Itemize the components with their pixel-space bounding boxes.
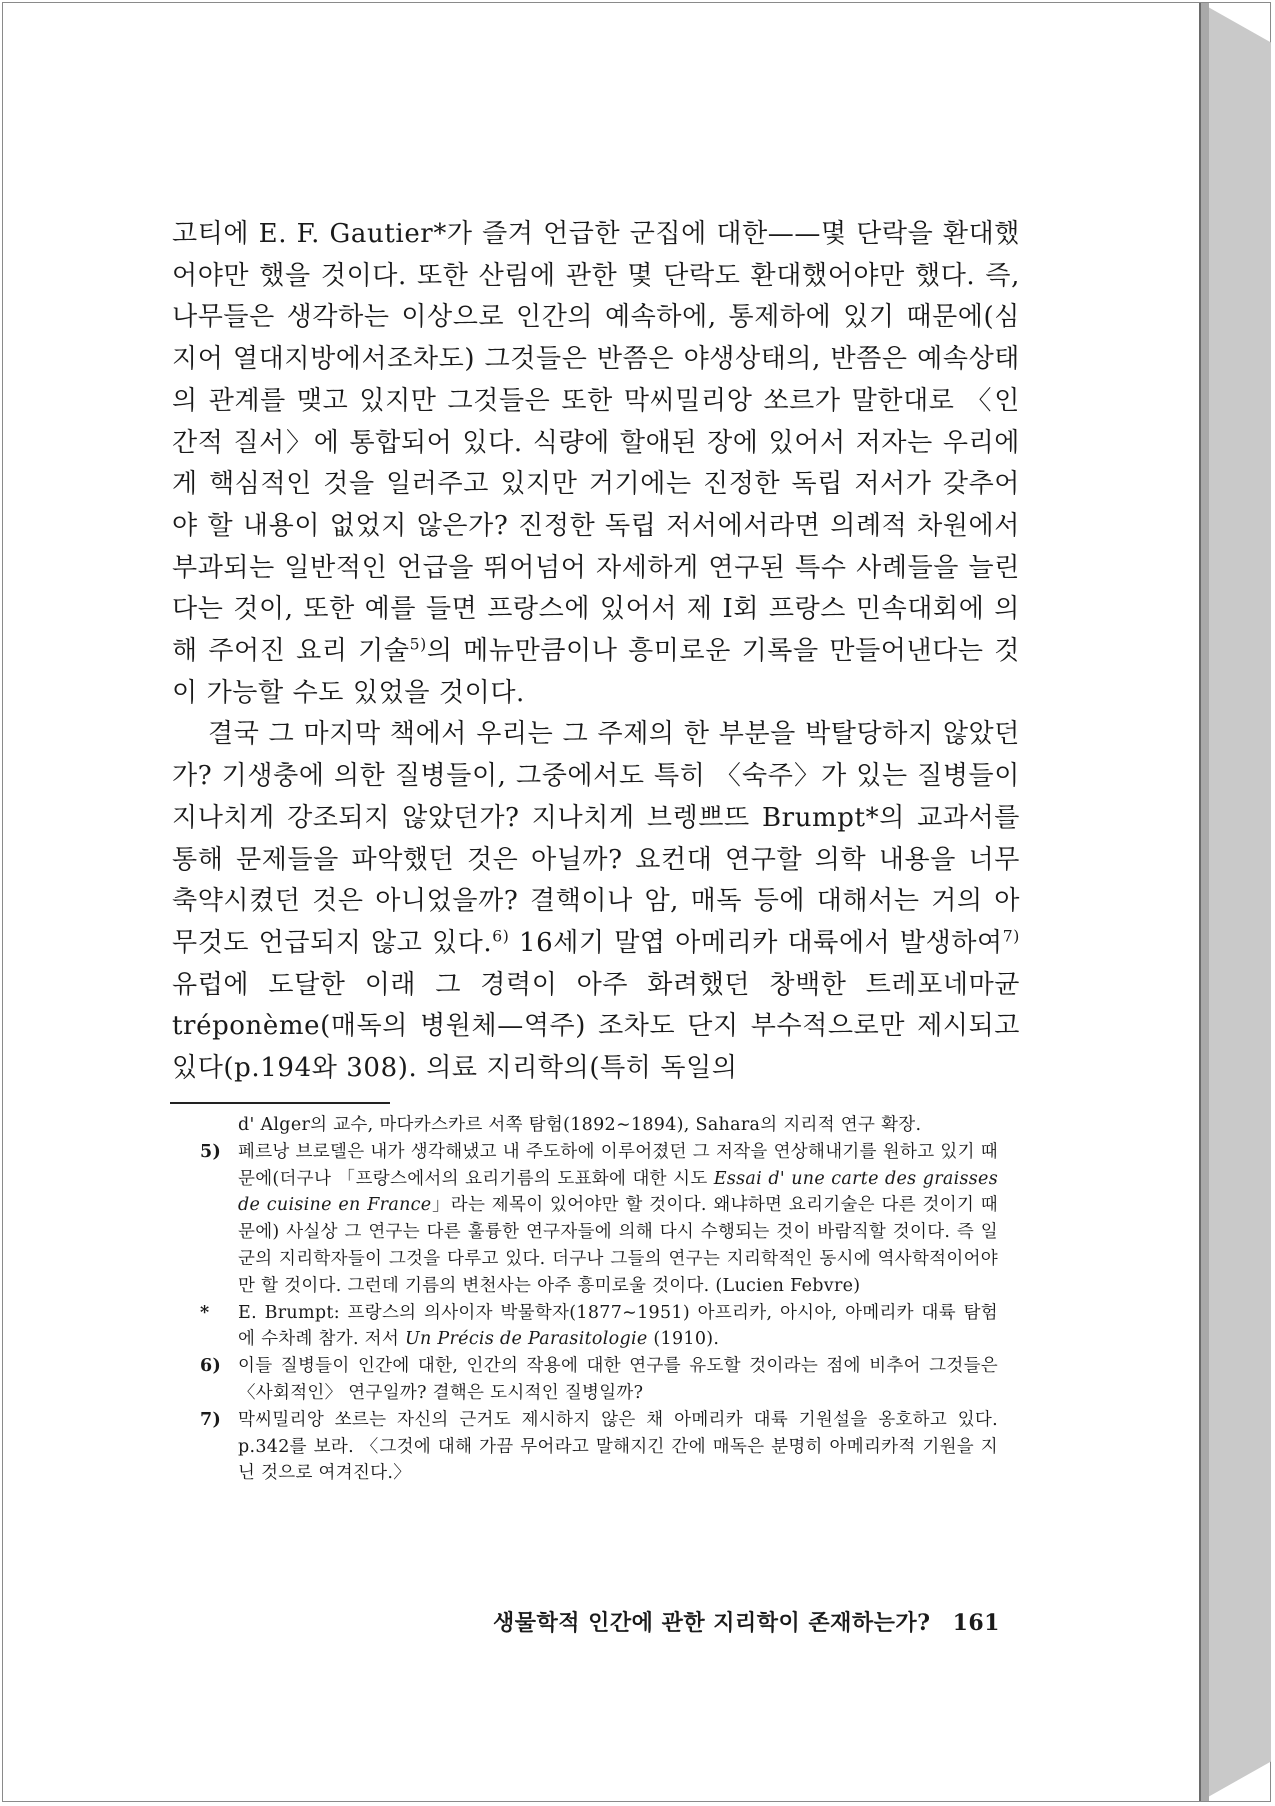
page-number: 161 bbox=[952, 1610, 1000, 1636]
page-stack-shadow bbox=[1201, 3, 1209, 1801]
footnote-ref-5: 5) bbox=[409, 635, 427, 654]
page-stack-edge bbox=[1201, 3, 1271, 1801]
running-title: 생물학적 인간에 관한 지리학이 존재하는가? bbox=[492, 1610, 931, 1636]
footnote-7: 7) 막씨밀리앙 쏘르는 자신의 근거도 제시하지 않은 채 아메리카 대륙 기원설을 옹호하고 있다. p.342를 보라. 〈그것에 대해 가끔 무어라고 말해지긴 간에 매독은 분명히 아메리카적 기원을 지닌 것으로 여겨진다.〉 bbox=[200, 1409, 998, 1484]
page-footer bbox=[420, 1606, 1000, 1637]
footnote-continued: d' Alger의 교수, 마다카스카르 서쪽 탐험(1892∼1894), Sahara의 지리적 연구 확장. bbox=[238, 1115, 922, 1135]
footnote-ref-6: 6) bbox=[492, 927, 510, 946]
footnotes bbox=[200, 1112, 998, 1487]
footnote-5: 5) 페르낭 브로델은 내가 생각해냈고 내 주도하에 이루어졌던 그 저작을 연상해내기를 원하고 있기 때문에(더구나 「프랑스에서의 요리기름의 도표화에 대한 시도 Essai d' une carte des graisses de cuisine en France」라는 제목이 있어야만 할 것이다. 왜냐하면 요리기술은 다른 것이기 때문에) 사실상 그 연구는 다른 훌륭한 연구자들에 의해 다시 수행되는 것이 바람직할 것이다. 즉 일군의 지리학자들이 그것을 다루고 있다. 더구나 그들의 연구는 지리학적인 동시에 역사학적이어야만 할 것이다. 그런데 기름의 변천사는 아주 흥미로울 것이다. (Lucien Febvre) bbox=[200, 1141, 998, 1296]
main-text bbox=[172, 214, 1020, 1090]
footnote-ref-7: 7) bbox=[1002, 927, 1020, 946]
footnote-brumpt: * E. Brumpt: 프랑스의 의사이자 박물학자(1877∼1951) 아프리카, 아시아, 아메리카 대륙 탐험에 수차례 참가. 저서 Un Précis de Parasitologie (1910). bbox=[200, 1302, 998, 1350]
paragraph-1: 고티에 E. F. Gautier*가 즐겨 언급한 군집에 대한——몇 단락을 환대했어야만 했을 것이다. 또한 산림에 관한 몇 단락도 환대했어야만 했다. 즉, 나무들은 생각하는 이상으로 인간의 예속하에, 통제하에 있기 때문에(심지어 열대지방에서조차도) 그것들은 반쯤은 야생상태의, 반쯤은 예속상태의 관계를 맺고 있지만 그것들은 또한 막씨밀리앙 쏘르가 말한대로 〈인간적 질서〉에 통합되어 있다. 식량에 할애된 장에 있어서 저자는 우리에게 핵심적인 것을 일러주고 있지만 거기에는 진정한 독립 저서가 갖추어야 할 내용이 없었지 않은가? 진정한 독립 저서에서라면 의례적 차원에서 부과되는 일반적인 언급을 뛰어넘어 자세하게 연구된 특수 사례들을 늘린다는 것이, 또한 예를 들면 프랑스에 있어서 제 I회 프랑스 민속대회에 의해 주어진 요리 기술$^{5)}$의 메뉴만큼이나 흥미로운 기록을 만들어낸다는 것이 가능할 수도 있었을 것이다. bbox=[172, 219, 1020, 708]
footnote-6: 6) 이들 질병들이 인간에 대한, 인간의 작용에 대한 연구를 유도할 것이라는 점에 비추어 그것들은 〈사회적인〉 연구일까? 결핵은 도시적인 질병일까? bbox=[200, 1356, 998, 1403]
paragraph-2: 결국 그 마지막 책에서 우리는 그 주제의 한 부분을 박탈당하지 않았던가? 기생충에 의한 질병들이, 그중에서도 특히 〈숙주〉가 있는 질병들이 지나치게 강조되지 않았던가? 지나치게 브렝쁘뜨 Brumpt*의 교과서를 통해 문제들을 파악했던 것은 아닐까? 요컨대 연구할 의학 내용을 너무 축약시켰던 것은 아니었을까? 결핵이나 암, 매독 등에 대해서는 거의 아무것도 언급되지 않고 있다.$^{6)}$ 16세기 말엽 아메리카 대륙에서 발생하여$^{7)}$ 유럽에 도달한 이래 그 경력이 아주 화려했던 창백한 트레포네마균 tréponème(매독의 병원체—역주) 조차도 단지 부수적으로만 제시되고 있다(p.194와 308). 의료 지리학의(특히 독일의 bbox=[172, 719, 1020, 1084]
footnote-separator bbox=[170, 1102, 390, 1104]
